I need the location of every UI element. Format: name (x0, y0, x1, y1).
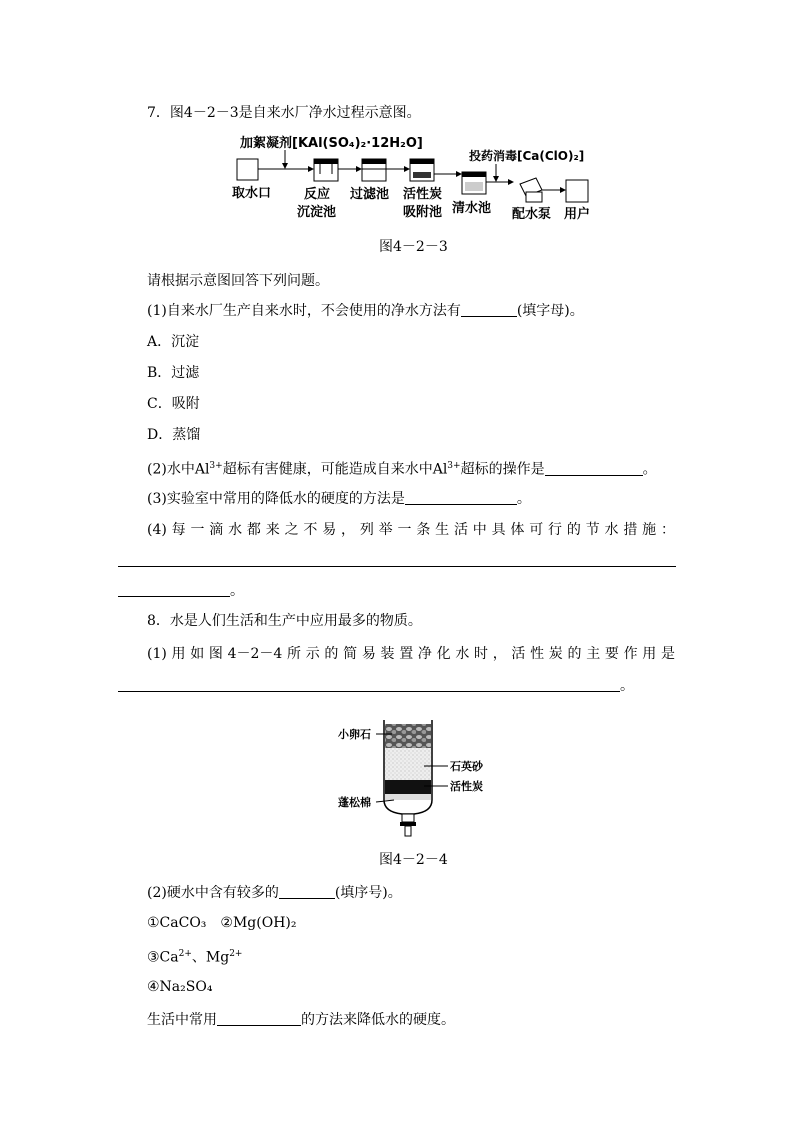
q7-part1 (147, 302, 584, 320)
q7-part2-end: 。 (642, 461, 657, 478)
filter-label: 过滤池 (350, 187, 390, 202)
q7-part2-text-a: (2)水中Al (147, 461, 210, 478)
option-3 (147, 945, 242, 967)
user-label: 用户 (564, 207, 591, 222)
q7-part2-sup1: 3+ (209, 461, 223, 471)
disinfect-label: 投药消毒[Ca(ClO)₂] (469, 149, 585, 163)
option-3-sup2: 2+ (229, 949, 243, 959)
sand-label: 石英砂 (450, 760, 483, 773)
carbon-tank (410, 159, 434, 181)
coagulant-label: 加絮凝剂[KAl(SO₄)₂·12H₂O] (240, 136, 423, 151)
clean-label: 清水池 (452, 201, 492, 216)
q8-part1-end: 。 (620, 678, 634, 694)
answer-blank[interactable] (405, 490, 517, 505)
q7-part3 (147, 490, 531, 508)
q7-part1-end: (填字母)。 (516, 303, 584, 319)
sand-layer (385, 748, 431, 780)
figure-caption-7: 图4－2－3 (379, 239, 448, 255)
q8-part2-end: (填序号)。 (334, 885, 402, 901)
q7-prompt: 请根据示意图回答下列问题。 (147, 273, 329, 289)
q8-part2-text: (2)硬水中含有较多的 (147, 885, 279, 901)
clean-tank (462, 172, 486, 194)
option-b: B．过滤 (147, 365, 200, 381)
user-box (566, 180, 588, 202)
q7-part3-text: (3)实验室中常用的降低水的硬度的方法是 (147, 491, 405, 507)
option-d: D．蒸馏 (147, 427, 201, 443)
answer-blank[interactable] (545, 461, 643, 476)
q8-part1: (1)用如图4－2－4所示的简易装置净化水时，活性炭的主要作用是 (147, 646, 675, 662)
option-4: ④Na₂SO₄ (147, 979, 213, 995)
q7-part3-end: 。 (516, 491, 531, 507)
pebble-label: 小卵石 (338, 728, 371, 741)
carbon-label-1: 活性炭 (403, 187, 443, 202)
q7-part2-sup2: 3+ (447, 461, 461, 471)
cotton-layer (385, 794, 431, 800)
option-1-2: ①CaCO₃ ②Mg(OH)₂ (147, 915, 297, 931)
pump-label: 配水泵 (512, 207, 552, 222)
option-a: A．沉淀 (147, 334, 200, 350)
q8-life-text-b: 的方法来降低水的硬度。 (301, 1012, 455, 1028)
reaction-tank (314, 159, 338, 181)
q8-stem: 8．水是人们生活和生产中应用最多的物质。 (147, 613, 422, 629)
q7-part4: (4)每一滴水都来之不易，列举一条生活中具体可行的节水措施： (147, 522, 675, 538)
carbon-label-2: 吸附池 (403, 205, 443, 220)
filter-apparatus-diagram (336, 718, 496, 840)
intake-label: 取水口 (232, 186, 272, 201)
intake-box (237, 159, 258, 180)
water-plant-diagram (228, 134, 598, 226)
figure-caption-8: 图4－2－4 (379, 852, 448, 868)
option-c: C．吸附 (147, 396, 200, 412)
answer-blank[interactable] (118, 677, 620, 692)
q7-part2-text-b: 超标有害健康，可能造成自来水中Al (222, 461, 448, 478)
react-label-2: 沉淀池 (297, 205, 337, 220)
option-3-sup1: 2+ (178, 949, 192, 959)
q7-part1-text: (1)自来水厂生产自来水时，不会使用的净水方法有 (147, 303, 461, 319)
q7-stem: 7．图4－2－3是自来水厂净水过程示意图。 (147, 105, 421, 121)
cotton-label: 蓬松棉 (338, 796, 371, 809)
q8-part1-tail (118, 677, 634, 695)
q7-part4-end: 。 (230, 583, 244, 599)
answer-blank[interactable] (461, 302, 517, 317)
q8-life-text-a: 生活中常用 (147, 1012, 217, 1028)
option-3-text-b: 、Mg (191, 949, 230, 966)
answer-blank[interactable] (118, 582, 230, 597)
carbon-layer (385, 780, 431, 794)
react-label-1: 反应 (304, 187, 331, 202)
q8-life (147, 1011, 455, 1029)
option-3-text-a: ③Ca (147, 949, 179, 966)
pebble-layer (385, 724, 431, 748)
answer-line[interactable] (118, 566, 676, 567)
answer-blank[interactable] (279, 884, 335, 899)
pump (520, 178, 542, 202)
q7-part4-tail (118, 582, 244, 600)
q8-part2 (147, 884, 402, 902)
q7-part2-text-c: 超标的操作是 (460, 461, 545, 478)
answer-blank[interactable] (217, 1011, 301, 1026)
q7-part2 (147, 457, 657, 479)
carbon-label: 活性炭 (450, 780, 483, 793)
filter-tank (362, 159, 386, 181)
